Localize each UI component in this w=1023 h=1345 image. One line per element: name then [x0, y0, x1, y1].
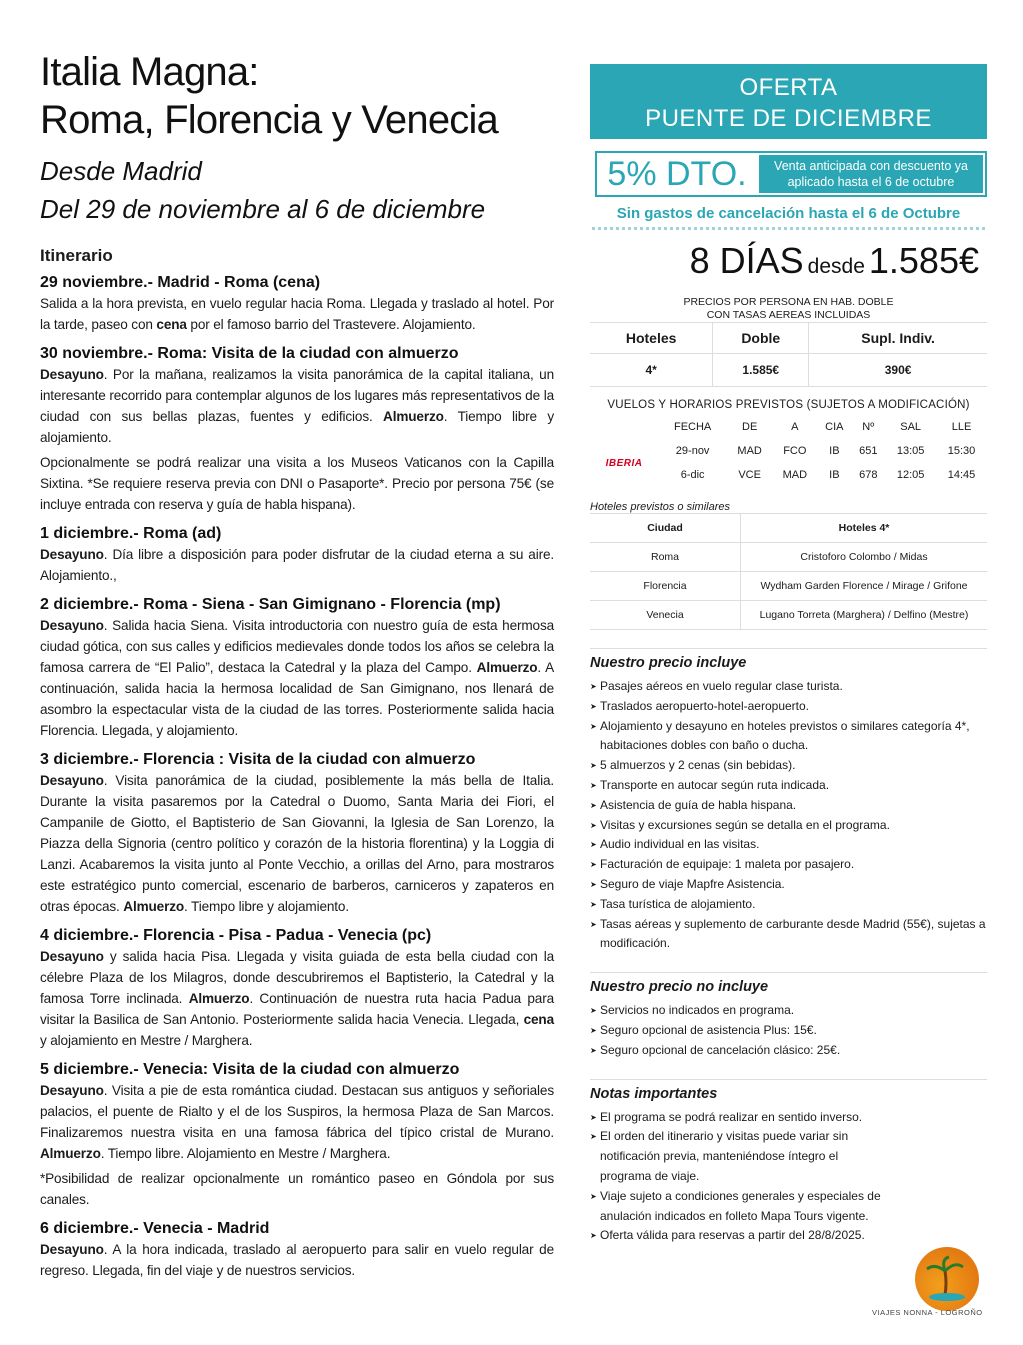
list-item: ➤ Oferta válida para reservas a partir del 28/8/2025. [590, 1226, 890, 1246]
price-desde: desde [807, 255, 865, 278]
itinerary-day [40, 345, 554, 515]
description-text: . A la hora indicada, traslado al aeropuerto para salir en vuelo regular de regreso. Llegada, fin del viaje y de nuestros servicios. [40, 1242, 554, 1278]
meal-highlight: Almuerzo [40, 1146, 101, 1161]
page-title [40, 48, 554, 144]
itinerary-heading: Itinerario [40, 246, 113, 265]
price-days: 8 DÍAS [689, 240, 804, 281]
flights-header: CIA [825, 421, 844, 433]
flights-header: FECHA [673, 421, 712, 433]
includes-list [590, 677, 987, 954]
description-text: Salida a la hora prevista, en vuelo regular hacia Roma. Llegada y traslado al hotel. Por la tarde, paseo con [40, 296, 554, 332]
price-note [590, 296, 987, 322]
list-item: ➤ Pasajes aéreos en vuelo regular clase turista. [590, 677, 987, 697]
discount-box [595, 151, 987, 197]
day-title: 30 noviembre.- Roma: Visita de la ciudad con almuerzo [40, 345, 459, 362]
meal-highlight: Desayuno [40, 618, 104, 633]
day-description [40, 615, 554, 741]
day-description [40, 452, 554, 515]
meal-highlight: Almuerzo [383, 409, 444, 424]
list-item: ➤ Transporte en autocar según ruta indicada. [590, 776, 987, 796]
list-item: ➤ Facturación de equipaje: 1 maleta por pasajero. [590, 855, 987, 875]
flight-cell: MAD [782, 469, 808, 481]
itinerary-day [40, 274, 554, 335]
meal-highlight: Desayuno [40, 1242, 104, 1257]
title-line-2: Roma, Florencia y Venecia [40, 98, 499, 142]
meal-highlight: Desayuno [40, 773, 104, 788]
list-item: ➤ 5 almuerzos y 2 cenas (sin bebidas). [590, 756, 987, 776]
offer-column [590, 64, 987, 1246]
flight-cell: FCO [783, 445, 807, 457]
description-text: Opcionalmente se podrá realizar una visita a los Museos Vaticanos con la Capilla Sixtina. *Se requiere reserva previa con DNI o Pasaporte*. Precio por persona 75€ (se incluye entrada con reserva y guía de habla hispana). [40, 455, 554, 512]
day-description [40, 293, 554, 335]
flight-cell: MAD [737, 445, 762, 457]
itinerary-day [40, 1220, 554, 1281]
flights-table [590, 415, 987, 487]
flights-header: LLE [951, 421, 972, 433]
description-text: . Por la mañana, realizamos la visita panorámica de la capital italiana, un interesante recorrido para contemplar algunos de los lugares más representativos de la ciudad con sus bellas plazas, fuentes y edificios. [40, 367, 554, 424]
list-item: ➤ Tasas aéreas y suplemento de carburante desde Madrid (55€), sujetas a modificación. [590, 915, 987, 955]
trip-dates: Del 29 de noviembre al 6 de diciembre [40, 194, 486, 224]
notes-list [590, 1108, 890, 1247]
description-text: y alojamiento en Mestre / Marghera. [40, 1033, 253, 1048]
list-item: ➤ El programa se podrá realizar en sentido inverso. [590, 1108, 890, 1128]
discount-percent: 5% DTO. [607, 154, 747, 193]
meal-highlight: Desayuno [40, 949, 104, 964]
itinerary-day [40, 751, 554, 917]
description-text: . Continuación de nuestra ruta hacia Padua para visitar la Basilica de San Antonio. Posteriormente salida hacia Venecia. Llegada, [40, 991, 555, 1027]
day-title: 1 diciembre.- Roma (ad) [40, 525, 222, 542]
hotels-header: Ciudad [590, 514, 741, 543]
list-item: ➤ Traslados aeropuerto-hotel-aeropuerto. [590, 697, 987, 717]
hotel-city: Roma [590, 543, 741, 572]
list-item: ➤ Tasa turística de alojamiento. [590, 895, 987, 915]
list-item: ➤ Seguro opcional de asistencia Plus: 15€. [590, 1021, 987, 1041]
day-description [40, 770, 554, 917]
price-table-cell: 1.585€ [713, 354, 809, 387]
price-table [590, 322, 987, 387]
itinerary-day [40, 525, 554, 586]
price-note-line-2: CON TASAS AEREAS INCLUIDAS [706, 309, 871, 321]
hotel-city: Venecia [590, 601, 741, 630]
hotels-header: Hoteles 4* [741, 514, 988, 543]
dotted-divider [592, 227, 985, 230]
day-title: 29 noviembre.- Madrid - Roma (cena) [40, 274, 321, 291]
price-note-line-1: PRECIOS POR PERSONA EN HAB. DOBLE [683, 296, 894, 308]
day-description [40, 1080, 554, 1164]
meal-highlight: Desayuno [40, 367, 104, 382]
itinerary-day [40, 596, 554, 741]
hotels-label: Hoteles previstos o similares [590, 501, 730, 513]
day-description [40, 1239, 554, 1281]
meal-highlight: cena [156, 317, 187, 332]
meal-highlight: Almuerzo [476, 660, 538, 675]
price-table-header: Supl. Indiv. [809, 323, 987, 354]
flight-cell: 13:05 [896, 445, 925, 457]
price-headline [590, 240, 987, 282]
description-text: . Día libre a disposición para poder disfrutar de la ciudad eterna a su aire. Alojamiento., [40, 547, 554, 583]
departure-city: Desde Madrid [40, 156, 202, 186]
flight-cell: 651 [859, 445, 878, 457]
discount-text: Venta anticipada con descuento ya aplicado hasta el 6 de octubre [759, 155, 983, 193]
list-item: ➤ Seguro de viaje Mapfre Asistencia. [590, 875, 987, 895]
description-text: . Tiempo libre y alojamiento. [40, 409, 554, 445]
list-item: ➤ Seguro opcional de cancelación clásico: 25€. [590, 1041, 987, 1061]
description-text: . A continuación, salida hacia la hermosa localidad de San Gimignano, nos llenará de asombro la espectacular vista de la ciudad de las torres. Posteriormente salida hacia Florencia. Llegada, y alojamiento. [40, 660, 555, 738]
list-item: ➤ El orden del itinerario y visitas puede variar sin notificación previa, manteniéndose íntegro el programa de viaje. [590, 1127, 890, 1186]
flight-cell: 678 [859, 469, 878, 481]
flight-cell: IB [829, 445, 840, 457]
notes-heading: Notas importantes [590, 1079, 987, 1106]
itinerary-day [40, 927, 554, 1051]
flight-cell: 12:05 [896, 469, 925, 481]
flight-cell: 29-nov [675, 445, 710, 457]
flight-cell: 6-dic [680, 469, 705, 481]
description-text: . Tiempo libre. Alojamiento en Mestre / Marghera. [100, 1146, 391, 1161]
flights-header: Nº [862, 421, 875, 433]
excludes-heading: Nuestro precio no incluye [590, 972, 987, 999]
flights-heading: VUELOS Y HORARIOS PREVISTOS (SUJETOS A MODIFICACIÓN) [607, 399, 970, 411]
price-table-cell: 4* [590, 354, 713, 387]
description-text: . Visita a pie de esta romántica ciudad. Destacan sus antiguos y señoriales palacios, el puente de Rialto y el de los Suspiros, la hermosa Plaza de San Marcos. Finalizaremos nuestra visita en una famosa fábrica del típico cristal de Murano. [40, 1083, 554, 1140]
price-amount: 1.585€ [868, 240, 979, 281]
flights-header: A [791, 421, 799, 433]
flights-table-corner [590, 415, 658, 439]
itinerary-day [40, 1061, 554, 1210]
flight-cell: VCE [738, 469, 761, 481]
agency-name: VIAJES NONNA - LOGROÑO [872, 1308, 983, 1317]
meal-highlight: Desayuno [40, 547, 104, 562]
excludes-list [590, 1001, 987, 1060]
day-description [40, 544, 554, 586]
list-item: ➤ Visitas y excursiones según se detalla en el programa. [590, 816, 987, 836]
list-item: ➤ Audio individual en las visitas. [590, 835, 987, 855]
title-line-1: Italia Magna: [40, 50, 259, 94]
day-description [40, 1168, 554, 1210]
list-item: ➤ Viaje sujeto a condiciones generales y especiales de anulación indicados en folleto Mapa Tours vigente. [590, 1187, 890, 1227]
flight-cell: 15:30 [947, 445, 976, 457]
no-cancellation-note: Sin gastos de cancelación hasta el 6 de Octubre [616, 205, 961, 222]
offer-banner [590, 64, 987, 139]
includes-heading: Nuestro precio incluye [590, 648, 987, 675]
day-title: 3 diciembre.- Florencia : Visita de la ciudad con almuerzo [40, 751, 476, 768]
flights-header: DE [742, 421, 758, 433]
day-description [40, 946, 554, 1051]
price-table-cell: 390€ [809, 354, 987, 387]
iberia-logo [590, 439, 658, 487]
hotel-city: Florencia [590, 572, 741, 601]
agency-logo-icon [915, 1247, 979, 1311]
day-title: 4 diciembre.- Florencia - Pisa - Padua - Venecia (pc) [40, 927, 432, 944]
description-text: . Salida hacia Siena. Visita introductoria con nuestro guía de esta hermosa ciudad gótica, con sus calles y edificios medievales donde todos los años se celebra la famosa carrera de “El Palio”, destaca la Catedral y la plaza del Campo. [40, 618, 554, 675]
day-description [40, 364, 554, 448]
meal-highlight: cena [523, 1012, 554, 1027]
description-text: y salida hacia Pisa. Llegada y visita guiada de esta bella ciudad con la célebre Plaza de los Milagros, donde descubriremos el Baptisterio, la Catedral y la famosa Torre inclinada. [40, 949, 554, 1006]
description-text: *Posibilidad de realizar opcionalmente un romántico paseo en Góndola por sus canales. [40, 1171, 554, 1207]
list-item: ➤ Asistencia de guía de habla hispana. [590, 796, 987, 816]
day-title: 6 diciembre.- Venecia - Madrid [40, 1220, 270, 1237]
hotel-names: Wydham Garden Florence / Mirage / Grifone [741, 572, 988, 601]
hotel-names: Lugano Torreta (Marghera) / Delfino (Mestre) [741, 601, 988, 630]
airline-name: IBERIA [605, 458, 643, 469]
description-text: por el famoso barrio del Trastevere. Alojamiento. [186, 317, 476, 332]
meal-highlight: Almuerzo [123, 899, 185, 914]
description-text: . Tiempo libre y alojamiento. [184, 899, 349, 914]
meal-highlight: Desayuno [40, 1083, 104, 1098]
offer-line-1: OFERTA [739, 74, 838, 101]
price-table-header: Hoteles [590, 323, 713, 354]
offer-line-2: PUENTE DE DICIEMBRE [645, 105, 932, 132]
flight-cell: IB [829, 469, 840, 481]
itinerary-days [40, 274, 554, 1281]
hotels-table [590, 513, 987, 630]
list-item: ➤ Alojamiento y desayuno en hoteles previstos o similares categoría 4*, habitaciones dobles con baño o ducha. [590, 717, 987, 757]
flights-header: SAL [900, 421, 922, 433]
day-title: 2 diciembre.- Roma - Siena - San Gimignano - Florencia (mp) [40, 596, 501, 613]
flight-cell: 14:45 [947, 469, 976, 481]
itinerary-column [40, 48, 554, 1291]
hotel-names: Cristoforo Colombo / Midas [741, 543, 988, 572]
day-title: 5 diciembre.- Venecia: Visita de la ciudad con almuerzo [40, 1061, 460, 1078]
list-item: ➤ Servicios no indicados en programa. [590, 1001, 987, 1021]
price-table-header: Doble [713, 323, 809, 354]
meal-highlight: Almuerzo [188, 991, 250, 1006]
description-text: . Visita panorámica de la ciudad, posiblemente la más bella de Italia. Durante la visita pasaremos por la Catedral o Duomo, Santa Maria dei Fiori, el Campanile de Giotto, el Baptisterio de San Giovanni, la Iglesia de San Lorenzo, la Piazza della Signoria (centro político y corazón de la historia florentina) y la Loggia di Lanzi. Acabaremos la visita junto al Ponte Vecchio, a orillas del Arno, para mostraros este estratégico punto comercial, escenario de barberos, carniceros y zapateros en otras épocas. [40, 773, 554, 914]
